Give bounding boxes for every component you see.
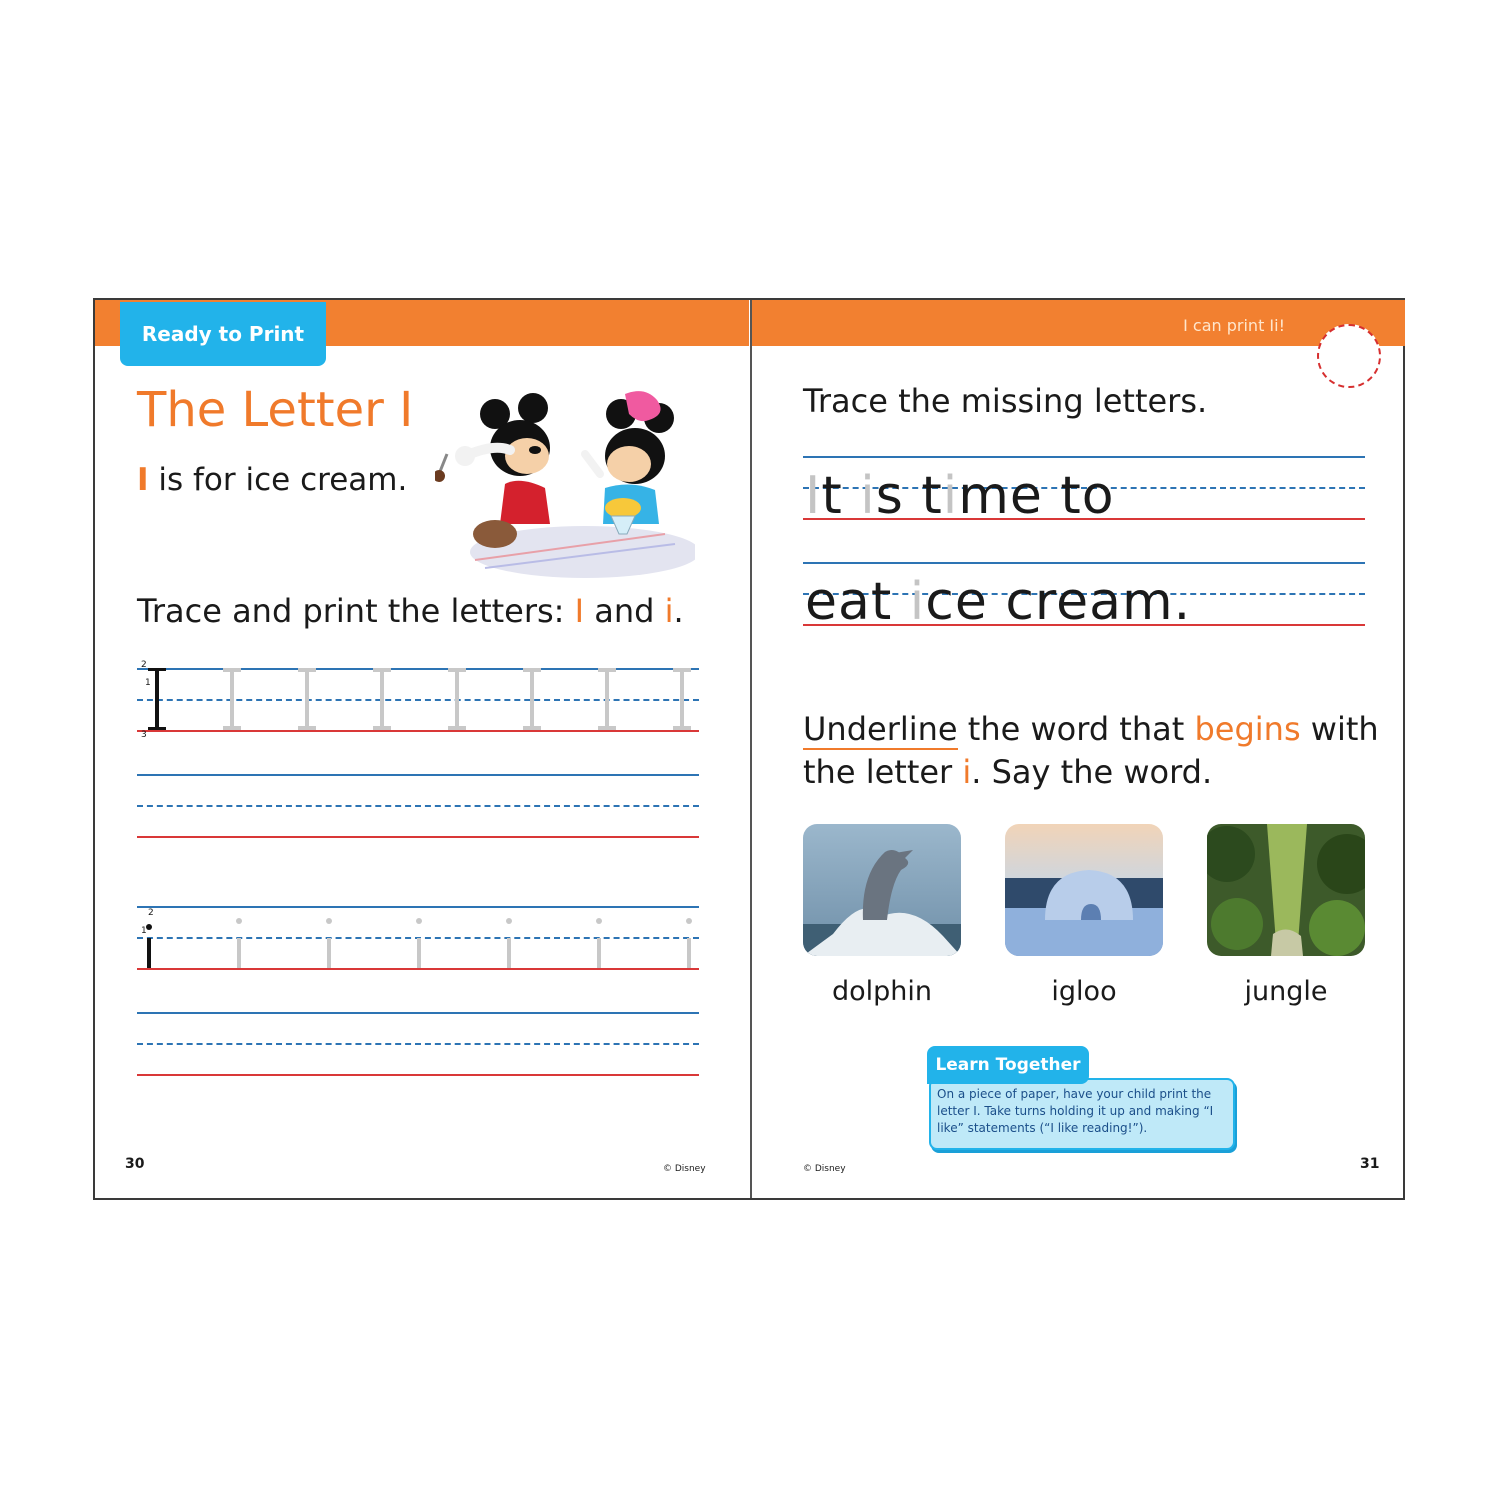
underline-word: Underline [803,710,958,748]
guide-mid [137,699,699,701]
copyright-left: © Disney [663,1164,706,1174]
instruction-text: the letter [803,753,963,791]
trace-letter-I[interactable] [376,668,388,730]
ready-to-print-tab: Ready to Print [120,302,326,366]
page-number-right: 31 [1360,1156,1380,1172]
jungle-photo[interactable] [1207,824,1365,956]
trace-letter-i-dot[interactable] [596,918,602,924]
workbook-spread [93,298,1405,1200]
lowercase-practice-area[interactable] [137,906,699,1076]
ghost-letter[interactable]: I [805,466,822,526]
guide-top [137,1012,699,1014]
book-spine [750,300,752,1198]
mickey-minnie-illustration [435,384,695,580]
subtitle-letter: I [137,462,149,498]
trace-letter-i-dot[interactable] [236,918,242,924]
choice-label-dolphin[interactable]: dolphin [831,976,933,1007]
ghost-letter[interactable]: i [942,466,959,526]
ghost-letter[interactable]: i [860,466,876,526]
trace-letter-i-stem[interactable] [597,938,601,968]
stroke-number: 2 [141,660,147,670]
stroke-number: 1 [145,678,151,688]
model-letter-I [151,668,163,730]
model-letter-i-stem [147,938,151,968]
trace-letter-i-stem[interactable] [507,938,511,968]
guide-base [137,1074,699,1076]
trace-letter-i-stem[interactable] [327,938,331,968]
igloo-photo[interactable] [1005,824,1163,956]
trace-letter-I[interactable] [601,668,613,730]
instruction-text: with [1300,710,1379,748]
underline-instruction [803,708,1379,794]
sentence-fragment: t [821,466,861,526]
uppercase-practice-area[interactable] [137,660,699,838]
choice-label-igloo[interactable]: igloo [1051,976,1117,1007]
guide-mid [137,805,699,807]
stroke-number: 1 [141,926,147,936]
page-number-left: 30 [125,1156,145,1172]
model-letter-i-dot [146,924,152,930]
sentence-fragment: t [921,466,943,526]
instruction-text: . Say the word. [971,753,1213,791]
learn-together-tab: Learn Together [927,1046,1089,1084]
instruction-text: the word that [957,710,1195,748]
trace-letter-i-dot[interactable] [416,918,422,924]
trace-instruction-period: . [673,592,684,630]
guide-mid [137,1043,699,1045]
sentence-line-2 [805,572,1191,632]
dolphin-photo[interactable] [803,824,961,956]
sentence-fragment: s [875,466,922,526]
guide-top [137,906,699,908]
begins-word: begins [1194,710,1301,748]
stroke-number: 3 [141,730,147,740]
choice-label-jungle[interactable]: jungle [1244,976,1328,1007]
copyright-right: © Disney [803,1164,846,1174]
trace-letter-i-stem[interactable] [687,938,691,968]
guide-base [137,730,699,732]
trace-instruction-text: Trace and print the letters: [137,592,575,630]
trace-letter-i-dot[interactable] [326,918,332,924]
trace-letter-I[interactable] [301,668,313,730]
page-title: The Letter I [137,382,414,438]
right-header-band [752,300,1405,346]
guide-base [137,836,699,838]
stroke-number: 2 [148,908,154,918]
trace-instruction-and: and [584,592,665,630]
subtitle-text: is for ice cream. [148,462,408,498]
subtitle [137,462,407,498]
sticker-circle [1317,324,1381,388]
learn-together-text: On a piece of paper, have your child print the letter I. Take turns holding it up and making “I like” statements (“I like reading!”). [937,1087,1214,1135]
trace-letter-I[interactable] [226,668,238,730]
letter-i: i [962,753,972,791]
guide-top [803,562,1365,564]
trace-letter-I[interactable] [451,668,463,730]
trace-letter-I[interactable] [676,668,688,730]
sentence-line-1 [805,466,1115,526]
sentence-fragment: ce cream. [925,572,1192,632]
trace-letter-i-stem[interactable] [417,938,421,968]
trace-letter-i-dot[interactable] [506,918,512,924]
trace-letter-i-stem[interactable] [237,938,241,968]
guide-top [137,774,699,776]
trace-instruction-upper: I [574,592,585,630]
sentence-fragment: me to [958,466,1115,526]
trace-letter-i-dot[interactable] [686,918,692,924]
trace-instruction [137,592,684,630]
ghost-letter[interactable]: i [909,572,926,632]
i-can-print-label: I can print Ii! [1183,316,1285,335]
sentence-fragment: eat [805,572,910,632]
guide-base [137,968,699,970]
guide-top [803,456,1365,458]
trace-missing-instruction: Trace the missing letters. [803,382,1208,420]
trace-instruction-lower: i [664,592,674,630]
trace-letter-I[interactable] [526,668,538,730]
